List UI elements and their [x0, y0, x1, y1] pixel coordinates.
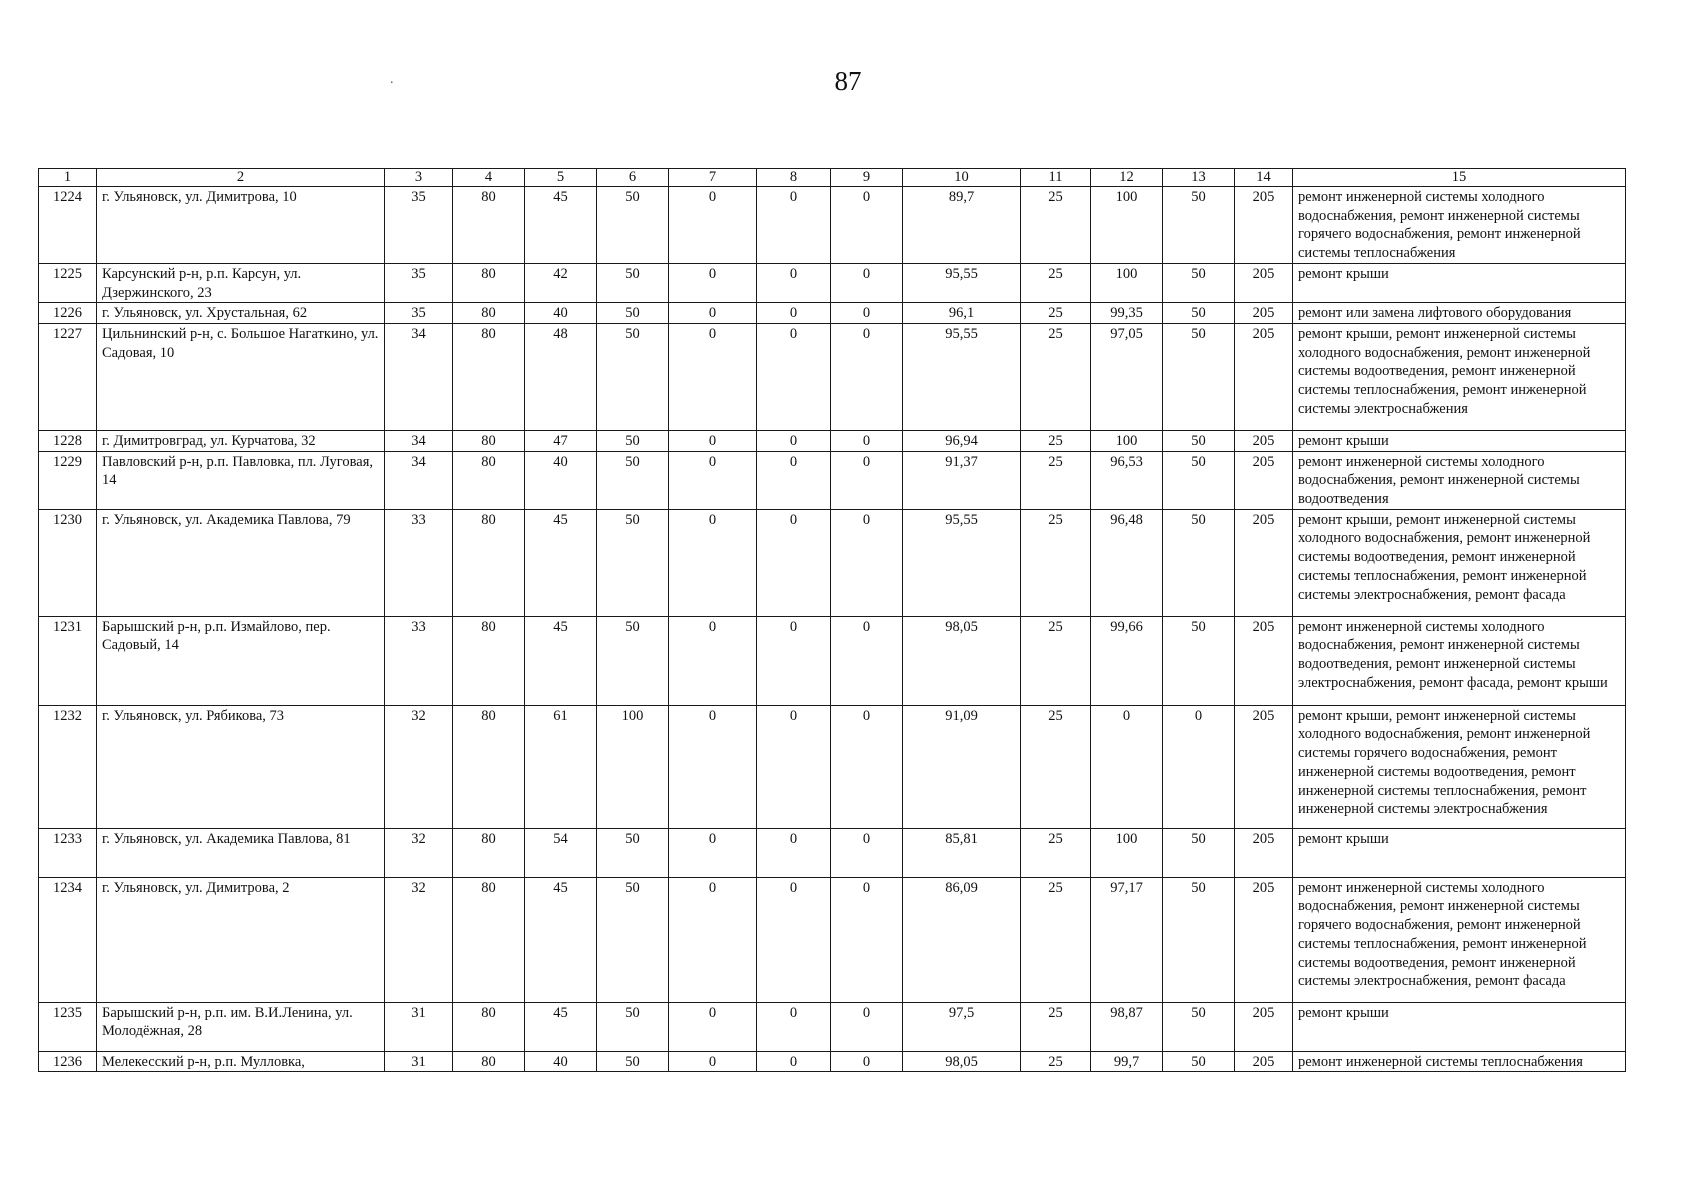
col-13-cell: 50	[1163, 451, 1235, 509]
col-3-cell: 35	[385, 187, 453, 264]
col-5-cell: 45	[525, 616, 597, 705]
col-14-cell: 205	[1235, 877, 1293, 1002]
row-number-cell: 1231	[39, 616, 97, 705]
col-11-cell: 25	[1021, 430, 1091, 451]
address-cell: г. Ульяновск, ул. Димитрова, 10	[97, 187, 385, 264]
row-number-cell: 1236	[39, 1051, 97, 1072]
work-description-cell: ремонт инженерной системы теплоснабжения	[1293, 1051, 1626, 1072]
col-6-cell: 50	[597, 509, 669, 616]
table-row	[39, 451, 1626, 509]
work-description-cell: ремонт инженерной системы холодного водоснабжения, ремонт инженерной системы водоотведения	[1293, 451, 1626, 509]
col-10-cell: 96,94	[903, 430, 1021, 451]
col-13-cell: 50	[1163, 430, 1235, 451]
header-cell: 4	[453, 169, 525, 187]
col-13-cell: 50	[1163, 263, 1235, 302]
col-3-cell: 34	[385, 323, 453, 430]
address-cell: Павловский р-н, р.п. Павловка, пл. Луговая, 14	[97, 451, 385, 509]
col-12-cell: 98,87	[1091, 1002, 1163, 1051]
col-3-cell: 35	[385, 303, 453, 324]
col-10-cell: 85,81	[903, 828, 1021, 877]
row-number-cell: 1227	[39, 323, 97, 430]
col-8-cell: 0	[757, 1002, 831, 1051]
col-14-cell: 205	[1235, 187, 1293, 264]
col-11-cell: 25	[1021, 451, 1091, 509]
header-cell: 6	[597, 169, 669, 187]
col-14-cell: 205	[1235, 303, 1293, 324]
col-4-cell: 80	[453, 323, 525, 430]
col-11-cell: 25	[1021, 616, 1091, 705]
work-description-cell: ремонт крыши	[1293, 828, 1626, 877]
col-12-cell: 100	[1091, 187, 1163, 264]
work-description-cell: ремонт инженерной системы холодного водоснабжения, ремонт инженерной системы горячего водоснабжения, ремонт инженерной системы теплоснабжения	[1293, 187, 1626, 264]
col-6-cell: 50	[597, 877, 669, 1002]
table-row	[39, 616, 1626, 705]
work-description-cell: ремонт или замена лифтового оборудования	[1293, 303, 1626, 324]
header-cell: 13	[1163, 169, 1235, 187]
col-5-cell: 54	[525, 828, 597, 877]
row-number-cell: 1229	[39, 451, 97, 509]
col-9-cell: 0	[831, 430, 903, 451]
header-cell: 3	[385, 169, 453, 187]
col-6-cell: 50	[597, 187, 669, 264]
col-4-cell: 80	[453, 303, 525, 324]
col-6-cell: 50	[597, 828, 669, 877]
table-row	[39, 323, 1626, 430]
col-10-cell: 95,55	[903, 509, 1021, 616]
col-6-cell: 50	[597, 616, 669, 705]
col-4-cell: 80	[453, 430, 525, 451]
table-row	[39, 828, 1626, 877]
header-cell: 14	[1235, 169, 1293, 187]
col-3-cell: 33	[385, 616, 453, 705]
col-9-cell: 0	[831, 451, 903, 509]
data-table	[38, 168, 1626, 1072]
col-6-cell: 50	[597, 451, 669, 509]
table-row	[39, 187, 1626, 264]
col-6-cell: 50	[597, 1051, 669, 1072]
col-11-cell: 25	[1021, 877, 1091, 1002]
address-cell: г. Димитровград, ул. Курчатова, 32	[97, 430, 385, 451]
col-4-cell: 80	[453, 616, 525, 705]
row-number-cell: 1232	[39, 705, 97, 828]
col-4-cell: 80	[453, 263, 525, 302]
row-number-cell: 1230	[39, 509, 97, 616]
col-9-cell: 0	[831, 303, 903, 324]
col-8-cell: 0	[757, 616, 831, 705]
col-10-cell: 91,09	[903, 705, 1021, 828]
col-11-cell: 25	[1021, 323, 1091, 430]
col-5-cell: 45	[525, 1002, 597, 1051]
col-12-cell: 100	[1091, 263, 1163, 302]
col-13-cell: 50	[1163, 509, 1235, 616]
address-cell: Барышский р-н, р.п. им. В.И.Ленина, ул. Молодёжная, 28	[97, 1002, 385, 1051]
col-12-cell: 100	[1091, 828, 1163, 877]
work-description-cell: ремонт крыши, ремонт инженерной системы холодного водоснабжения, ремонт инженерной системы водоотведения, ремонт инженерной системы теплоснабжения, ремонт инженерной системы электроснабжения, ремонт фасада	[1293, 509, 1626, 616]
col-4-cell: 80	[453, 877, 525, 1002]
col-10-cell: 96,1	[903, 303, 1021, 324]
col-10-cell: 91,37	[903, 451, 1021, 509]
col-12-cell: 97,17	[1091, 877, 1163, 1002]
col-5-cell: 61	[525, 705, 597, 828]
col-13-cell: 50	[1163, 323, 1235, 430]
col-8-cell: 0	[757, 323, 831, 430]
col-12-cell: 0	[1091, 705, 1163, 828]
col-3-cell: 31	[385, 1002, 453, 1051]
header-cell: 5	[525, 169, 597, 187]
col-9-cell: 0	[831, 187, 903, 264]
row-number-cell: 1226	[39, 303, 97, 324]
col-13-cell: 50	[1163, 303, 1235, 324]
col-6-cell: 100	[597, 705, 669, 828]
col-3-cell: 35	[385, 263, 453, 302]
col-14-cell: 205	[1235, 1002, 1293, 1051]
col-4-cell: 80	[453, 705, 525, 828]
col-9-cell: 0	[831, 509, 903, 616]
table-row	[39, 430, 1626, 451]
col-9-cell: 0	[831, 1051, 903, 1072]
col-8-cell: 0	[757, 509, 831, 616]
col-14-cell: 205	[1235, 323, 1293, 430]
col-8-cell: 0	[757, 828, 831, 877]
table-row	[39, 509, 1626, 616]
row-number-cell: 1224	[39, 187, 97, 264]
col-7-cell: 0	[669, 828, 757, 877]
col-14-cell: 205	[1235, 705, 1293, 828]
work-description-cell: ремонт крыши, ремонт инженерной системы холодного водоснабжения, ремонт инженерной системы горячего водоснабжения, ремонт инженерной системы водоотведения, ремонт инженерной системы теплоснабжения, ремонт инженерной системы электроснабжения	[1293, 705, 1626, 828]
table-body	[39, 187, 1626, 1072]
col-11-cell: 25	[1021, 187, 1091, 264]
col-13-cell: 50	[1163, 187, 1235, 264]
col-12-cell: 99,66	[1091, 616, 1163, 705]
col-8-cell: 0	[757, 1051, 831, 1072]
header-cell: 2	[97, 169, 385, 187]
col-12-cell: 99,7	[1091, 1051, 1163, 1072]
col-11-cell: 25	[1021, 1002, 1091, 1051]
col-13-cell: 50	[1163, 877, 1235, 1002]
header-row	[39, 169, 1626, 187]
col-7-cell: 0	[669, 1002, 757, 1051]
header-cell: 7	[669, 169, 757, 187]
col-11-cell: 25	[1021, 705, 1091, 828]
header-cell: 15	[1293, 169, 1626, 187]
col-9-cell: 0	[831, 877, 903, 1002]
col-5-cell: 40	[525, 1051, 597, 1072]
table-row	[39, 1002, 1626, 1051]
header-cell: 11	[1021, 169, 1091, 187]
col-10-cell: 97,5	[903, 1002, 1021, 1051]
col-11-cell: 25	[1021, 263, 1091, 302]
address-cell: Мелекесский р-н, р.п. Мулловка,	[97, 1051, 385, 1072]
col-7-cell: 0	[669, 430, 757, 451]
col-7-cell: 0	[669, 877, 757, 1002]
col-13-cell: 50	[1163, 1002, 1235, 1051]
col-9-cell: 0	[831, 616, 903, 705]
col-5-cell: 47	[525, 430, 597, 451]
col-9-cell: 0	[831, 828, 903, 877]
col-12-cell: 97,05	[1091, 323, 1163, 430]
col-8-cell: 0	[757, 430, 831, 451]
address-cell: Барышский р-н, р.п. Измайлово, пер. Садовый, 14	[97, 616, 385, 705]
col-14-cell: 205	[1235, 263, 1293, 302]
col-12-cell: 100	[1091, 430, 1163, 451]
col-5-cell: 40	[525, 303, 597, 324]
header-cell: 8	[757, 169, 831, 187]
col-11-cell: 25	[1021, 828, 1091, 877]
col-7-cell: 0	[669, 323, 757, 430]
table-row	[39, 877, 1626, 1002]
col-7-cell: 0	[669, 187, 757, 264]
col-6-cell: 50	[597, 263, 669, 302]
col-3-cell: 31	[385, 1051, 453, 1072]
col-4-cell: 80	[453, 1002, 525, 1051]
work-description-cell: ремонт крыши	[1293, 430, 1626, 451]
table-row	[39, 263, 1626, 302]
col-4-cell: 80	[453, 451, 525, 509]
work-description-cell: ремонт инженерной системы холодного водоснабжения, ремонт инженерной системы горячего водоснабжения, ремонт инженерной системы теплоснабжения, ремонт инженерной системы водоотведения, ремонт инженерной системы электроснабжения, ремонт фасада	[1293, 877, 1626, 1002]
header-cell: 1	[39, 169, 97, 187]
address-cell: г. Ульяновск, ул. Академика Павлова, 81	[97, 828, 385, 877]
col-8-cell: 0	[757, 705, 831, 828]
col-4-cell: 80	[453, 1051, 525, 1072]
scan-mark: .	[390, 72, 394, 87]
col-5-cell: 45	[525, 509, 597, 616]
col-10-cell: 98,05	[903, 616, 1021, 705]
col-9-cell: 0	[831, 705, 903, 828]
col-5-cell: 45	[525, 877, 597, 1002]
table-row	[39, 1051, 1626, 1072]
col-13-cell: 50	[1163, 616, 1235, 705]
address-cell: г. Ульяновск, ул. Рябикова, 73	[97, 705, 385, 828]
col-7-cell: 0	[669, 509, 757, 616]
col-10-cell: 89,7	[903, 187, 1021, 264]
col-5-cell: 42	[525, 263, 597, 302]
col-5-cell: 40	[525, 451, 597, 509]
col-12-cell: 99,35	[1091, 303, 1163, 324]
col-10-cell: 95,55	[903, 263, 1021, 302]
address-cell: г. Ульяновск, ул. Димитрова, 2	[97, 877, 385, 1002]
col-14-cell: 205	[1235, 616, 1293, 705]
col-6-cell: 50	[597, 323, 669, 430]
col-9-cell: 0	[831, 263, 903, 302]
col-5-cell: 48	[525, 323, 597, 430]
col-7-cell: 0	[669, 303, 757, 324]
col-13-cell: 50	[1163, 1051, 1235, 1072]
header-cell: 9	[831, 169, 903, 187]
col-4-cell: 80	[453, 187, 525, 264]
address-cell: г. Ульяновск, ул. Академика Павлова, 79	[97, 509, 385, 616]
table-row	[39, 303, 1626, 324]
row-number-cell: 1225	[39, 263, 97, 302]
col-3-cell: 32	[385, 828, 453, 877]
col-8-cell: 0	[757, 187, 831, 264]
col-8-cell: 0	[757, 263, 831, 302]
col-11-cell: 25	[1021, 303, 1091, 324]
col-3-cell: 34	[385, 451, 453, 509]
row-number-cell: 1235	[39, 1002, 97, 1051]
col-13-cell: 50	[1163, 828, 1235, 877]
col-3-cell: 32	[385, 877, 453, 1002]
table-row	[39, 705, 1626, 828]
col-12-cell: 96,53	[1091, 451, 1163, 509]
col-14-cell: 205	[1235, 430, 1293, 451]
row-number-cell: 1234	[39, 877, 97, 1002]
col-14-cell: 205	[1235, 451, 1293, 509]
work-description-cell: ремонт крыши	[1293, 263, 1626, 302]
col-6-cell: 50	[597, 303, 669, 324]
col-11-cell: 25	[1021, 509, 1091, 616]
col-9-cell: 0	[831, 1002, 903, 1051]
col-7-cell: 0	[669, 705, 757, 828]
work-description-cell: ремонт крыши, ремонт инженерной системы холодного водоснабжения, ремонт инженерной системы водоотведения, ремонт инженерной системы теплоснабжения, ремонт инженерной системы электроснабжения	[1293, 323, 1626, 430]
col-11-cell: 25	[1021, 1051, 1091, 1072]
col-10-cell: 86,09	[903, 877, 1021, 1002]
col-9-cell: 0	[831, 323, 903, 430]
col-12-cell: 96,48	[1091, 509, 1163, 616]
col-7-cell: 0	[669, 263, 757, 302]
address-cell: г. Ульяновск, ул. Хрустальная, 62	[97, 303, 385, 324]
address-cell: Карсунский р-н, р.п. Карсун, ул. Дзержинского, 23	[97, 263, 385, 302]
header-cell: 12	[1091, 169, 1163, 187]
row-number-cell: 1233	[39, 828, 97, 877]
col-10-cell: 98,05	[903, 1051, 1021, 1072]
row-number-cell: 1228	[39, 430, 97, 451]
col-4-cell: 80	[453, 828, 525, 877]
col-5-cell: 45	[525, 187, 597, 264]
col-3-cell: 33	[385, 509, 453, 616]
address-cell: Цильнинский р-н, с. Большое Нагаткино, ул. Садовая, 10	[97, 323, 385, 430]
col-7-cell: 0	[669, 1051, 757, 1072]
col-8-cell: 0	[757, 451, 831, 509]
col-4-cell: 80	[453, 509, 525, 616]
col-14-cell: 205	[1235, 509, 1293, 616]
col-8-cell: 0	[757, 877, 831, 1002]
page-number: 87	[834, 66, 862, 96]
col-14-cell: 205	[1235, 828, 1293, 877]
col-14-cell: 205	[1235, 1051, 1293, 1072]
work-description-cell: ремонт крыши	[1293, 1002, 1626, 1051]
header-cell: 10	[903, 169, 1021, 187]
col-13-cell: 0	[1163, 705, 1235, 828]
col-8-cell: 0	[757, 303, 831, 324]
work-description-cell: ремонт инженерной системы холодного водоснабжения, ремонт инженерной системы водоотведения, ремонт инженерной системы электроснабжения, ремонт фасада, ремонт крыши	[1293, 616, 1626, 705]
col-3-cell: 34	[385, 430, 453, 451]
col-6-cell: 50	[597, 1002, 669, 1051]
col-3-cell: 32	[385, 705, 453, 828]
col-7-cell: 0	[669, 616, 757, 705]
col-6-cell: 50	[597, 430, 669, 451]
col-7-cell: 0	[669, 451, 757, 509]
col-10-cell: 95,55	[903, 323, 1021, 430]
